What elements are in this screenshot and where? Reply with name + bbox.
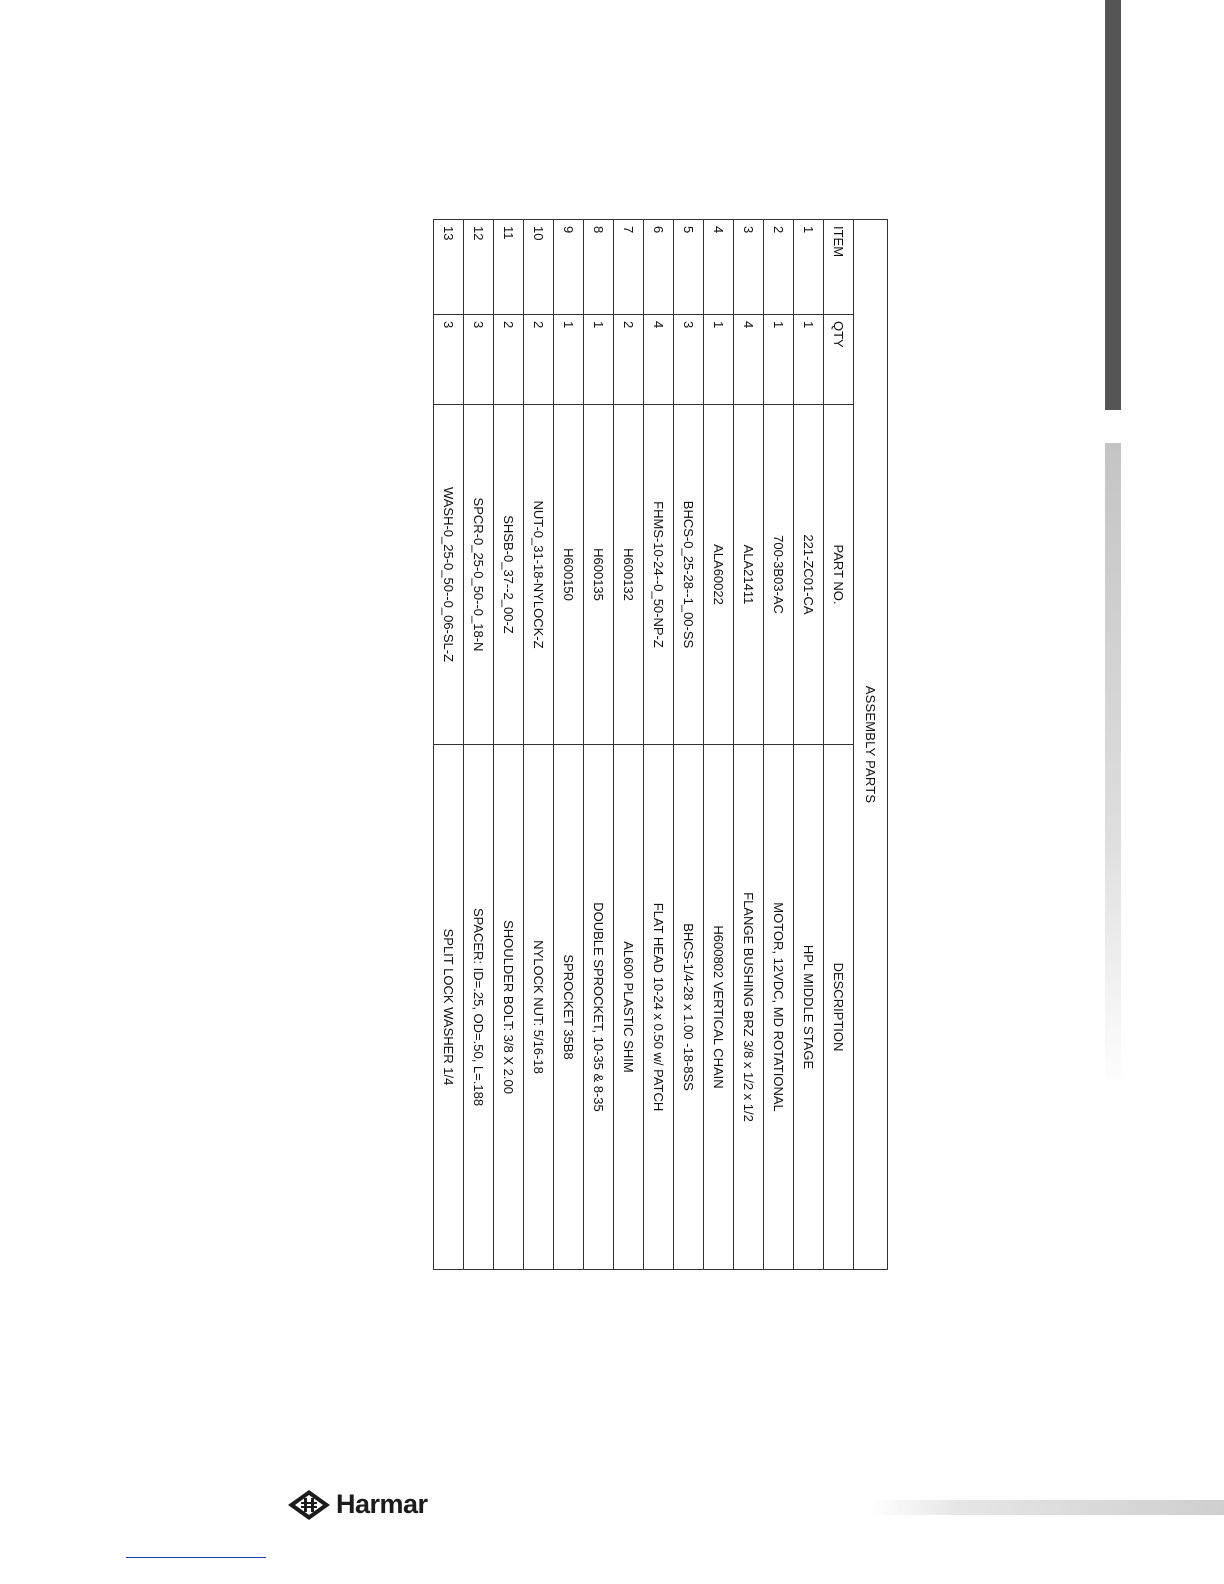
cell-qty: 1	[704, 315, 734, 405]
cell-item: 8	[584, 220, 614, 315]
cell-item: 7	[614, 220, 644, 315]
cell-part-no: H600132	[614, 405, 644, 745]
cell-part-no: NUT-0_31-18-NYLOCK-Z	[524, 405, 554, 745]
cell-item: 3	[734, 220, 764, 315]
cell-qty: 3	[434, 315, 464, 405]
cell-qty: 4	[644, 315, 674, 405]
cell-part-no: H600135	[584, 405, 614, 745]
cell-part-no: H600150	[554, 405, 584, 745]
cell-part-no: ALA21411	[734, 405, 764, 745]
cell-description: AL600 PLASTIC SHIM	[614, 745, 644, 1270]
table-row	[734, 220, 764, 1270]
header-part-no: PART NO.	[824, 405, 854, 745]
harmar-logo-icon	[286, 1488, 332, 1522]
cell-part-no: 221-ZC01-CA	[794, 405, 824, 745]
cell-qty: 1	[554, 315, 584, 405]
cell-item: 12	[464, 220, 494, 315]
cell-item: 4	[704, 220, 734, 315]
cell-description: NYLOCK NUT: 5/16-18	[524, 745, 554, 1270]
cell-part-no: SPCR-0_25-0_50--0_18-N	[464, 405, 494, 745]
cell-part-no: BHCS-0_25-28--1_00-SS	[674, 405, 704, 745]
cell-description: DOUBLE SPROCKET, 10-35 & 8-35	[584, 745, 614, 1270]
assembly-parts-table-container	[441, 219, 888, 1269]
table-row	[644, 220, 674, 1270]
header-description: DESCRIPTION	[824, 745, 854, 1270]
assembly-parts-table-rotated	[441, 219, 888, 1269]
table-row	[794, 220, 824, 1270]
cell-description: MOTOR, 12VDC, MD ROTATIONAL	[764, 745, 794, 1270]
table-row	[704, 220, 734, 1270]
table-row	[764, 220, 794, 1270]
table-row	[494, 220, 524, 1270]
cell-description: FLANGE BUSHING BRZ 3/8 x 1/2 x 1/2	[734, 745, 764, 1270]
cell-part-no: FHMS-10-24--0_50-NP-Z	[644, 405, 674, 745]
brand-name: Harmar	[336, 1489, 428, 1519]
cell-qty: 4	[734, 315, 764, 405]
table-row	[584, 220, 614, 1270]
cell-qty: 1	[764, 315, 794, 405]
cell-item: 6	[644, 220, 674, 315]
cell-item: 11	[494, 220, 524, 315]
side-bar-light	[1105, 443, 1121, 1093]
cell-qty: 3	[464, 315, 494, 405]
header-item: ITEM	[824, 220, 854, 315]
cell-description: SPACER: ID=.25, OD=.50, L=.188	[464, 745, 494, 1270]
cell-qty: 1	[794, 315, 824, 405]
cell-part-no: 700-3B03-AC	[764, 405, 794, 745]
table-row	[524, 220, 554, 1270]
cell-item: 9	[554, 220, 584, 315]
cell-item: 2	[764, 220, 794, 315]
cell-item: 5	[674, 220, 704, 315]
cell-qty: 3	[674, 315, 704, 405]
side-bar-dark	[1105, 0, 1121, 410]
cell-qty: 2	[614, 315, 644, 405]
table-row	[674, 220, 704, 1270]
assembly-parts-table	[433, 219, 888, 1270]
cell-description: BHCS-1/4-28 x 1.00 -18-8SS	[674, 745, 704, 1270]
cell-description: SPROCKET 35B8	[554, 745, 584, 1270]
cell-description: SHOULDER BOLT: 3/8 X 2.00	[494, 745, 524, 1270]
footer-gradient-bar	[870, 1500, 1224, 1515]
cell-item: 1	[794, 220, 824, 315]
table-body	[434, 220, 824, 1270]
cell-part-no: WASH-0_25-0_50--0_06-SL-Z	[434, 405, 464, 745]
table-row	[614, 220, 644, 1270]
header-qty: QTY	[824, 315, 854, 405]
cell-item: 13	[434, 220, 464, 315]
cell-qty: 2	[524, 315, 554, 405]
cell-item: 10	[524, 220, 554, 315]
cell-qty: 2	[494, 315, 524, 405]
table-row	[434, 220, 464, 1270]
cell-qty: 1	[584, 315, 614, 405]
cell-description: SPLIT LOCK WASHER 1/4	[434, 745, 464, 1270]
cell-part-no: ALA60022	[704, 405, 734, 745]
table-row	[464, 220, 494, 1270]
harmar-logo	[286, 1488, 476, 1522]
table-title: ASSEMBLY PARTS	[854, 220, 888, 1270]
cell-description: HPL MIDDLE STAGE	[794, 745, 824, 1270]
footer-link-underline[interactable]	[126, 1557, 266, 1558]
table-row	[554, 220, 584, 1270]
cell-description: FLAT HEAD 10-24 x 0.50 w/ PATCH	[644, 745, 674, 1270]
cell-part-no: SHSB-0_37--2_00-Z	[494, 405, 524, 745]
cell-description: H600802 VERTICAL CHAIN	[704, 745, 734, 1270]
